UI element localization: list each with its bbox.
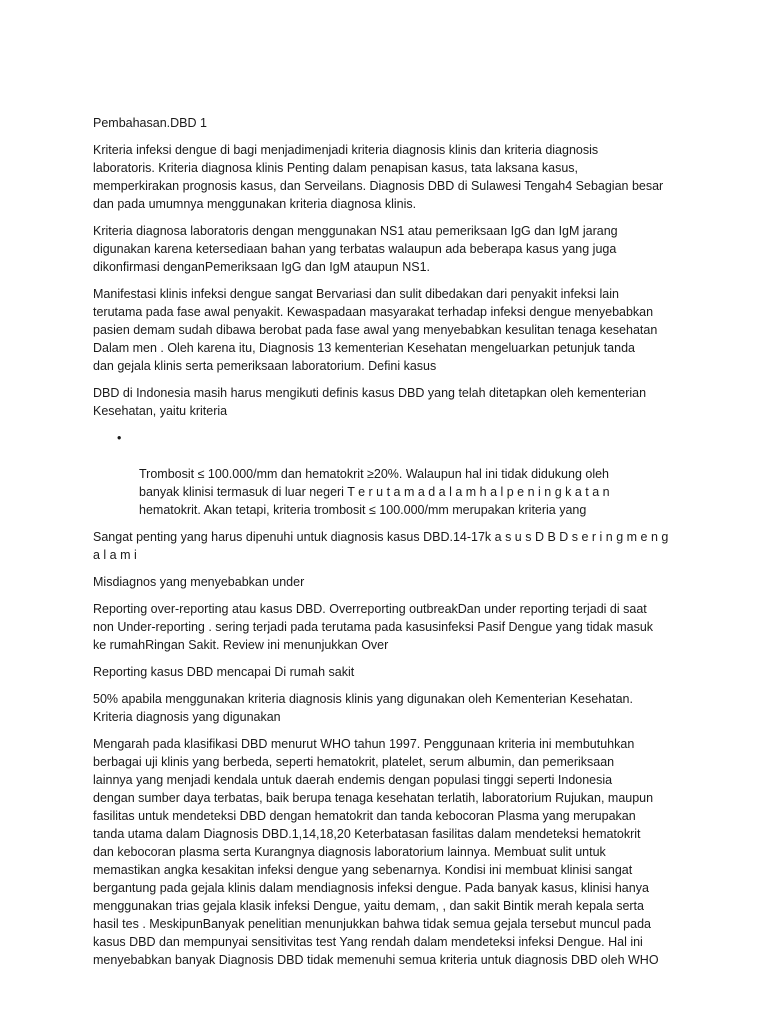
document-title: Pembahasan.DBD 1 [93,116,207,130]
bullet-list [93,429,683,519]
paragraph-diagnosis-requirement: Sangat penting yang harus dipenuhi untuk diagnosis kasus DBD.14-17k a s u s D B D s e r i n g m e n g a l a m i [93,530,669,562]
list-item [93,429,683,519]
paragraph-who-classification: Mengarah pada klasifikasi DBD menurut WHO tahun 1997. Penggunaan kriteria ini membutuhkan berbagai uji klinis yang berbeda, seperti hematokrit, platelet, serum albumin, dan pemeriksaan lainnya yang menjadi kendala untuk daerah endemis dengan populasi tinggi seperti Indonesia dengan sumber daya terbatas, baik berupa tenaga kesehatan terlatih, laboratorium Rujukan, maupun fasilitas untuk mendeteksi DBD dengan hematokrit dan tanda kebocoran Plasma yang merupakan tanda utama dalam Diagnosis DBD.1,14,18,20 Keterbatasan fasilitas dalam mendeteksi hematokrit dan kebocoran plasma serta Kurangnya diagnosis laboratorium lainnya. Membuat sulit untuk memastikan angka kesakitan infeksi dengue yang sebenarnya. Kondisi ini membuat klinisi sangat bergantung pada gejala klinis dalam mendiagnosis infeksi dengue. Pada banyak kasus, klinisi hanya menggunakan trias gejala klasik infeksi Dengue, yaitu demam, , dan sakit Bintik merah kepala serta hasil tes . MeskipunBanyak penelitian menunjukkan bahwa tidak semua gejala tersebut muncul pada kasus DBD dan mempunyai sensitivitas test Yang rendah dalam mendeteksi infeksi Dengue. Hal ini menyebabkan banyak Diagnosis DBD tidak memenuhi semua kriteria untuk diagnosis DBD oleh WHO [93,737,659,967]
paragraph-misdiagnosis: Misdiagnos yang menyebabkan under [93,575,305,589]
paragraph-fifty-percent: 50% apabila menggunakan kriteria diagnosis klinis yang digunakan oleh Kementerian Kesehatan. Kriteria diagnosis yang digunakan [93,692,633,724]
bullet-icon: • [117,431,122,445]
paragraph-laboratory-criteria: Kriteria diagnosa laboratoris dengan menggunakan NS1 atau pemeriksaan IgG dan IgM jarang digunakan karena ketersediaan bahan yang terbatas walaupun ada beberapa kasus yang juga dikonfirmasi denganPemeriksaan IgG dan IgM ataupun NS1. [93,224,618,274]
paragraph-reporting: Reporting over-reporting atau kasus DBD. Overreporting outbreakDan under reporting terjadi di saat non Under-reporting . sering terjadi pada terutama pada kasusinfeksi Pasif Dengue yang tidak masuk ke rumahRingan Sakit. Review ini menunjukkan Over [93,602,654,652]
paragraph-case-definition: DBD di Indonesia masih harus mengikuti definis kasus DBD yang telah ditetapkan oleh kementerian Kesehatan, yaitu kriteria [93,386,647,418]
paragraph-clinical-manifestation: Manifestasi klinis infeksi dengue sangat Bervariasi dan sulit dibedakan dari penyakit infeksi lain terutama pada fase awal penyakit. Kewaspadaan masyarakat terhadap infeksi dengue menyebabkan pasien demam sudah dibawa berobat pada fase awal yang menyebabkan kesulitan tenaga kesehatan Dalam men . Oleh karena itu, Diagnosis 13 kementerian Kesehatan mengeluarkan petunjuk tanda dan gejala klinis serta pemeriksaan laboratorium. Defini kasus [93,287,658,373]
paragraph-reporting-hospital: Reporting kasus DBD mencapai Di rumah sakit [93,665,355,679]
list-item-text: Trombosit ≤ 100.000/mm dan hematokrit ≥20%. Walaupun hal ini tidak didukung oleh banyak klinisi termasuk di luar negeri T e r u t a m a d a l a m h a l p e n i n g k a t a n hematokrit. Akan tetapi, kriteria trombosit ≤ 100.000/mm merupakan kriteria yang [139,467,610,517]
document-page [93,114,683,978]
paragraph-criteria-overview: Kriteria infeksi dengue di bagi menjadimenjadi kriteria diagnosis klinis dan kriteria diagnosis laboratoris. Kriteria diagnosa klinis Penting dalam penapisan kasus, tata laksana kasus, memperkirakan prognosis kasus, dan Serveilans. Diagnosis DBD di Sulawesi Tengah4 Sebagian besar dan pada umumnya menggunakan kriteria diagnosa klinis. [93,143,664,211]
